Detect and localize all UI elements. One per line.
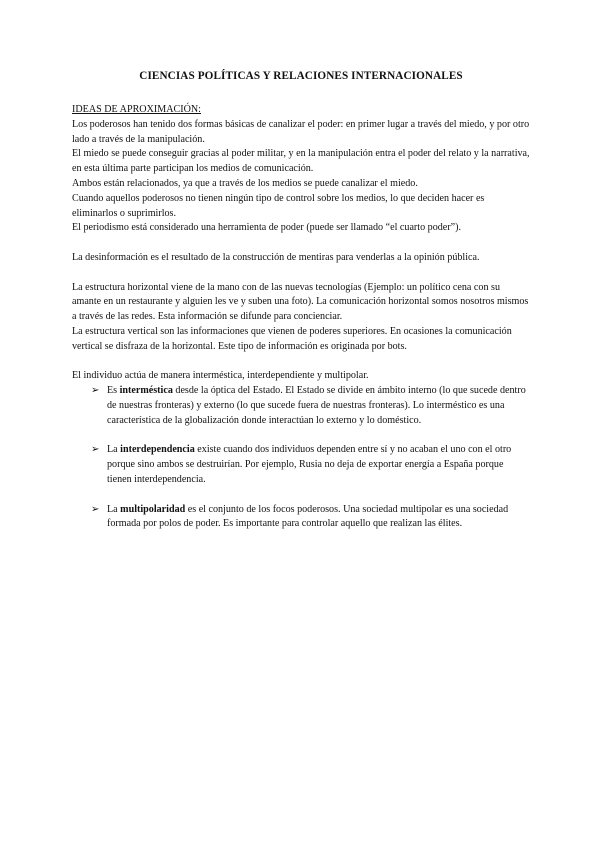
arrow-bullet-icon: ➢ (91, 385, 100, 397)
arrow-bullet-icon: ➢ (91, 444, 100, 456)
document-body (72, 103, 530, 547)
intro-line-4: Cuando aquellos poderosos no tienen ningún tipo de control sobre los medios, lo que deciden hacer es eliminarlos o suprimirlos. (72, 192, 485, 219)
intro-line-2: El miedo se puede conseguir gracias al poder militar, y en la manipulación entra el poder del relato y la narrativa, en esta última parte participan los medios de comunicación. (72, 148, 530, 175)
section-heading: IDEAS DE APROXIMACIÓN: (72, 104, 201, 115)
list-item-interdependencia: ➢ La interdependencia existe cuando dos individuos dependen entre sí y no acaban el uno con el otro porque sino ambos se destruirían. Por ejemplo, Rusia no deja de exportar energía a España porque tienen interdependencia. (91, 444, 512, 485)
document-title: CIENCIAS POLÍTICAS Y RELACIONES INTERNACIONALES (139, 70, 463, 82)
term-multipolaridad: multipolaridad (120, 503, 186, 515)
concept-list (72, 384, 530, 532)
estructura-vertical-paragraph: La estructura vertical son las informaciones que vienen de poderes superiores. En ocasiones la comunicación vertical se disfraza de la horizontal. Este tipo de información es originada por bots. (72, 325, 512, 352)
term-interdependencia: interdependencia (120, 444, 195, 456)
list-item-intermestica: ➢ Es interméstica desde la óptica del Estado. El Estado se divide en ámbito interno (lo que sucede dentro de nuestras fronteras) y externo (lo que sucede fuera de nuestras fronteras). Lo interméstico es una característica de la globalización donde interactúan lo externo y lo doméstico. (91, 385, 526, 426)
term-intermestica: interméstica (119, 385, 173, 397)
individuo-paragraph: El individuo actúa de manera interméstica, interdependiente y multipolar. (72, 370, 369, 382)
estructura-horizontal-paragraph: La estructura horizontal viene de la mano con de las nuevas tecnologías (Ejemplo: un político cena con su amante en un restaurante y alguien les ve y suben una foto). La comunicación horizontal somos nosotros mismos a través de las redes. Esta información se difunde para concienciar. (72, 281, 529, 323)
arrow-bullet-icon: ➢ (91, 503, 100, 515)
desinformacion-paragraph: La desinformación es el resultado de la construcción de mentiras para venderlas a la opinión pública. (72, 251, 480, 263)
intro-line-1: Los poderosos han tenido dos formas básicas de canalizar el poder: en primer lugar a través del miedo, y por otro lado a través de la manipulación. (72, 118, 530, 145)
list-item-multipolaridad: ➢ La multipolaridad es el conjunto de los focos poderosos. Una sociedad multipolar es una sociedad formada por polos de poder. Es importante para controlar aquello que realizan las élites. (91, 503, 509, 530)
intro-line-3: Ambos están relacionados, ya que a través de los medios se puede canalizar el miedo. (72, 177, 418, 189)
intro-line-5: El periodismo está considerado una herramienta de poder (puede ser llamado “el cuarto poder”). (72, 222, 462, 234)
